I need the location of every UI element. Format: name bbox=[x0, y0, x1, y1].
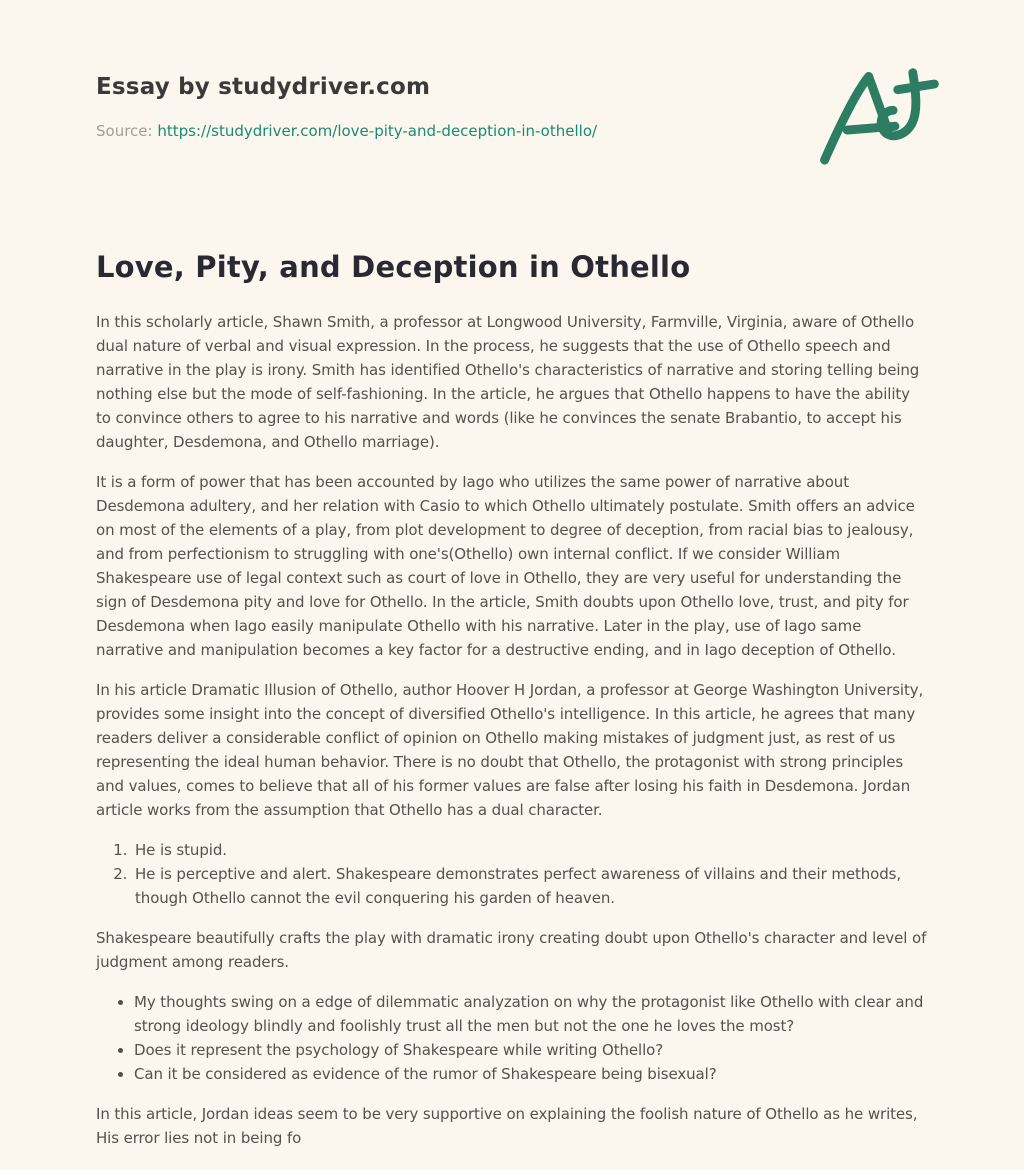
bullet-list-item: Does it represent the psychology of Shakespeare while writing Othello? bbox=[96, 1038, 928, 1062]
bullet-list-item: Can it be considered as evidence of the rumor of Shakespeare being bisexual? bbox=[96, 1062, 928, 1086]
numbered-list-item: 1. He is stupid. bbox=[132, 838, 928, 862]
document-header bbox=[96, 74, 928, 140]
source-label: Source: bbox=[96, 122, 153, 140]
bullet-list-item: My thoughts swing on a edge of dilemmatic analyzation on why the protagonist like Othello with clear and strong ideology blindly and foolishly trust all the men but not the one he loves the most? bbox=[96, 990, 928, 1038]
essay-body bbox=[96, 250, 928, 1150]
numbered-list-item: 2. He is perceptive and alert. Shakespeare demonstrates perfect awareness of villains and their methods, though Othello cannot the evil conquering his garden of heaven. bbox=[132, 862, 928, 910]
numbered-list bbox=[96, 838, 928, 910]
bullet-list bbox=[96, 990, 928, 1086]
source-link[interactable]: https://studydriver.com/love-pity-and-deception-in-othello/ bbox=[157, 122, 598, 140]
source-line bbox=[96, 122, 928, 140]
paragraph-5: In this article, Jordan ideas seem to be very supportive on explaining the foolish nature of Othello as he writes, His error lies not in being fo bbox=[96, 1105, 918, 1147]
paragraph-1: In this scholarly article, Shawn Smith, a professor at Longwood University, Farmville, Virginia, aware of Othello dual nature of verbal and visual expression. In the process, he suggests that the use of Othello speech and narrative in the play is irony. Smith has identified Othello's characteristics of narrative and storing telling being nothing else but the mode of self-fashioning. In the article, he argues that Othello happens to have the ability to convince others to agree to his narrative and words (like he convinces the senate Brabantio, to accept his daughter, Desdemona, and Othello marriage). bbox=[96, 313, 920, 451]
paragraph-2: It is a form of power that has been accounted by Iago who utilizes the same power of narrative about Desdemona adultery, and her relation with Casio to which Othello ultimately postulate. Smith offers an advice on most of the elements of a play, from plot development to degree of deception, from racial bias to jealousy, and from perfectionism to struggling with one's(Othello) own internal conflict. If we consider William Shakespeare use of legal context such as court of love in Othello, they are very useful for understanding the sign of Desdemona pity and love for Othello. In the article, Smith doubts upon Othello love, trust, and pity for Desdemona when Iago easily manipulate Othello with his narrative. Later in the play, use of Iago same narrative and manipulation becomes a key factor for a destructive ending, and in Iago deception of Othello. bbox=[96, 473, 915, 659]
studydriver-a-plus-logo-icon bbox=[818, 64, 940, 166]
site-title: Essay by studydriver.com bbox=[96, 74, 431, 100]
paragraph-3: In his article Dramatic Illusion of Othello, author Hoover H Jordan, a professor at George Washington University, provides some insight into the concept of diversified Othello's intelligence. In this article, he agrees that many readers deliver a considerable conflict of opinion on Othello making mistakes of judgment just, as rest of us representing the ideal human behavior. There is no doubt that Othello, the protagonist with strong principles and values, comes to believe that all of his former values are false after losing his faith in Desdemona. Jordan article works from the assumption that Othello has a dual character. bbox=[96, 681, 924, 819]
essay-title: Love, Pity, and Deception in Othello bbox=[96, 250, 691, 284]
paragraph-4: Shakespeare beautifully crafts the play with dramatic irony creating doubt upon Othello's character and level of judgment among readers. bbox=[96, 929, 927, 971]
